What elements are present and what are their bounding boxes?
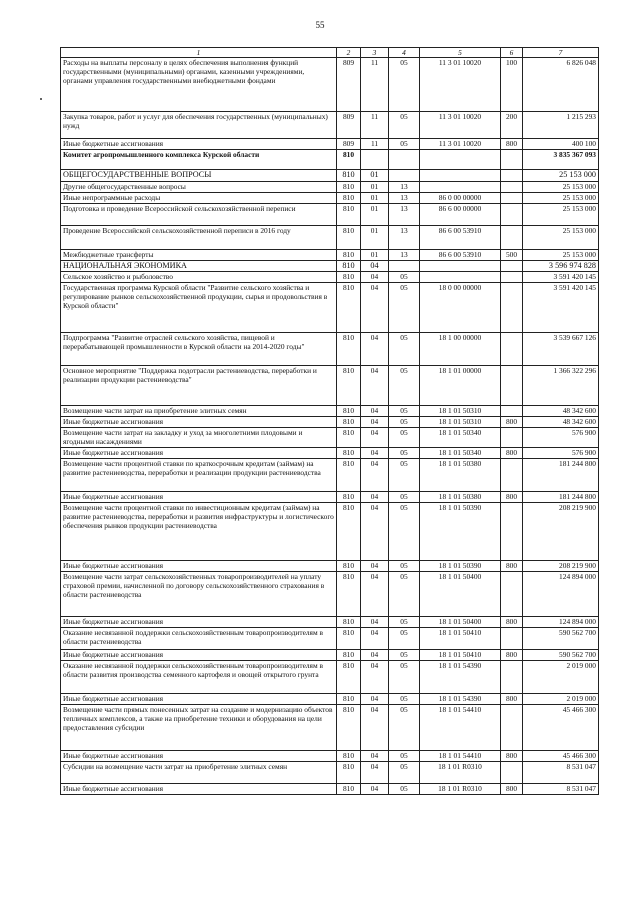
row-vr bbox=[501, 406, 523, 417]
row-sum: 25 153 000 bbox=[523, 193, 599, 204]
table-row bbox=[61, 503, 599, 561]
header-cell: 3 bbox=[361, 48, 389, 58]
row-name: Иные бюджетные ассигнования bbox=[61, 448, 337, 459]
table-row bbox=[61, 459, 599, 492]
row-sum: 3 591 420 145 bbox=[523, 272, 599, 283]
row-name: Иные непрограммные расходы bbox=[61, 193, 337, 204]
table-row bbox=[61, 406, 599, 417]
row-pr: 05 bbox=[389, 417, 420, 428]
row-sum: 45 466 300 bbox=[523, 751, 599, 762]
table-row bbox=[61, 784, 599, 795]
row-vr bbox=[501, 628, 523, 650]
row-pr: 05 bbox=[389, 705, 420, 751]
row-vr bbox=[501, 762, 523, 784]
row-name: Возмещение части затрат на закладку и уход за многолетними плодовыми и ягодными насаждениями bbox=[61, 428, 337, 448]
row-grbs: 810 bbox=[337, 617, 361, 628]
row-name: Оказание несвязанной поддержки сельскохозяйственным товаропроизводителям в области развития производства семенного картофеля и овощей открытого грунта bbox=[61, 661, 337, 694]
row-sum: 25 153 000 bbox=[523, 226, 599, 250]
row-grbs: 810 bbox=[337, 694, 361, 705]
row-sum: 181 244 800 bbox=[523, 492, 599, 503]
table-row bbox=[61, 650, 599, 661]
table-row bbox=[61, 283, 599, 333]
row-rz: 01 bbox=[361, 193, 389, 204]
row-pr: 05 bbox=[389, 751, 420, 762]
row-pr: 13 bbox=[389, 250, 420, 261]
row-vr: 500 bbox=[501, 250, 523, 261]
row-grbs: 810 bbox=[337, 150, 361, 170]
row-vr bbox=[501, 428, 523, 448]
row-pr: 05 bbox=[389, 694, 420, 705]
row-vr: 800 bbox=[501, 561, 523, 572]
row-grbs: 810 bbox=[337, 283, 361, 333]
row-rz: 01 bbox=[361, 250, 389, 261]
row-rz: 01 bbox=[361, 204, 389, 226]
header-cell: 7 bbox=[523, 48, 599, 58]
row-grbs: 810 bbox=[337, 428, 361, 448]
table-row bbox=[61, 226, 599, 250]
row-vr bbox=[501, 503, 523, 561]
row-csr: 86 0 00 00000 bbox=[420, 193, 501, 204]
row-grbs: 810 bbox=[337, 661, 361, 694]
row-grbs: 809 bbox=[337, 58, 361, 112]
row-rz: 11 bbox=[361, 139, 389, 150]
row-pr: 05 bbox=[389, 762, 420, 784]
row-pr: 05 bbox=[389, 650, 420, 661]
row-rz: 04 bbox=[361, 572, 389, 617]
row-rz: 04 bbox=[361, 784, 389, 795]
row-rz: 04 bbox=[361, 448, 389, 459]
row-pr: 05 bbox=[389, 139, 420, 150]
row-csr bbox=[420, 150, 501, 170]
row-grbs: 810 bbox=[337, 193, 361, 204]
row-grbs: 810 bbox=[337, 459, 361, 492]
row-rz: 04 bbox=[361, 762, 389, 784]
table-row bbox=[61, 751, 599, 762]
row-name: Межбюджетные трансферты bbox=[61, 250, 337, 261]
table-row bbox=[61, 366, 599, 406]
row-csr: 18 1 01 50410 bbox=[420, 650, 501, 661]
row-pr: 05 bbox=[389, 784, 420, 795]
row-grbs: 810 bbox=[337, 417, 361, 428]
row-sum: 208 219 900 bbox=[523, 561, 599, 572]
row-vr: 800 bbox=[501, 617, 523, 628]
row-pr: 05 bbox=[389, 661, 420, 694]
row-csr: 18 1 01 50340 bbox=[420, 428, 501, 448]
row-csr: 11 3 01 10020 bbox=[420, 58, 501, 112]
row-vr bbox=[501, 261, 523, 272]
row-csr: 18 1 01 54410 bbox=[420, 751, 501, 762]
table-row bbox=[61, 250, 599, 261]
page-number: 55 bbox=[315, 20, 325, 30]
table-row bbox=[61, 272, 599, 283]
row-name: Основное мероприятие "Поддержка подотрасли растениеводства, переработки и реализации продукции растениеводства" bbox=[61, 366, 337, 406]
row-name: Возмещение части затрат на приобретение элитных семян bbox=[61, 406, 337, 417]
row-vr: 800 bbox=[501, 784, 523, 795]
row-rz: 04 bbox=[361, 459, 389, 492]
row-rz: 04 bbox=[361, 561, 389, 572]
row-name: Возмещение части затрат сельскохозяйственных товаропроизводителей на уплату страховой премии, начисленной по договору сельскохозяйственного страхования в области растениеводства bbox=[61, 572, 337, 617]
row-pr: 05 bbox=[389, 628, 420, 650]
row-name: Иные бюджетные ассигнования bbox=[61, 751, 337, 762]
row-name: Иные бюджетные ассигнования bbox=[61, 784, 337, 795]
row-grbs: 810 bbox=[337, 406, 361, 417]
row-name: Иные бюджетные ассигнования bbox=[61, 617, 337, 628]
table-row bbox=[61, 661, 599, 694]
row-sum: 208 219 900 bbox=[523, 503, 599, 561]
scan-dot bbox=[40, 98, 42, 100]
row-sum: 2 019 000 bbox=[523, 661, 599, 694]
table-row bbox=[61, 628, 599, 650]
row-csr: 86 6 00 00000 bbox=[420, 204, 501, 226]
row-name: Другие общегосударственные вопросы bbox=[61, 182, 337, 193]
row-sum: 1 366 322 296 bbox=[523, 366, 599, 406]
table-row bbox=[61, 139, 599, 150]
row-vr bbox=[501, 366, 523, 406]
row-vr bbox=[501, 333, 523, 366]
row-rz: 01 bbox=[361, 170, 389, 182]
header-cell: 5 bbox=[420, 48, 501, 58]
row-csr: 18 1 01 00000 bbox=[420, 366, 501, 406]
row-vr bbox=[501, 459, 523, 492]
header-cell: 4 bbox=[389, 48, 420, 58]
table-row bbox=[61, 150, 599, 170]
row-grbs: 810 bbox=[337, 561, 361, 572]
row-csr: 18 1 01 54390 bbox=[420, 661, 501, 694]
row-vr: 800 bbox=[501, 417, 523, 428]
row-grbs: 810 bbox=[337, 628, 361, 650]
row-grbs: 810 bbox=[337, 226, 361, 250]
budget-table bbox=[60, 47, 599, 795]
row-grbs: 810 bbox=[337, 250, 361, 261]
row-pr: 05 bbox=[389, 572, 420, 617]
row-name: Субсидии на возмещение части затрат на приобретение элитных семян bbox=[61, 762, 337, 784]
row-vr bbox=[501, 272, 523, 283]
row-name: Сельское хозяйство и рыболовство bbox=[61, 272, 337, 283]
row-csr: 18 1 01 R0310 bbox=[420, 762, 501, 784]
row-name: Государственная программа Курской области "Развитие сельского хозяйства и регулирование рынков сельскохозяйственной продукции, сырья и продовольствия в Курской области" bbox=[61, 283, 337, 333]
row-sum: 576 900 bbox=[523, 428, 599, 448]
row-pr: 13 bbox=[389, 193, 420, 204]
row-rz: 04 bbox=[361, 751, 389, 762]
row-name: Подготовка и проведение Всероссийской сельскохозяйственной переписи bbox=[61, 204, 337, 226]
row-rz: 04 bbox=[361, 617, 389, 628]
row-grbs: 810 bbox=[337, 261, 361, 272]
table-row bbox=[61, 58, 599, 112]
row-rz: 04 bbox=[361, 705, 389, 751]
row-sum: 25 153 000 bbox=[523, 250, 599, 261]
row-vr: 800 bbox=[501, 492, 523, 503]
row-csr: 86 6 00 53910 bbox=[420, 250, 501, 261]
row-vr bbox=[501, 226, 523, 250]
row-sum: 48 342 600 bbox=[523, 417, 599, 428]
header-cell: 1 bbox=[61, 48, 337, 58]
header-cell: 6 bbox=[501, 48, 523, 58]
row-rz: 11 bbox=[361, 112, 389, 139]
row-rz: 04 bbox=[361, 272, 389, 283]
row-vr: 800 bbox=[501, 694, 523, 705]
row-csr: 86 6 00 53910 bbox=[420, 226, 501, 250]
table-row bbox=[61, 617, 599, 628]
table-row bbox=[61, 561, 599, 572]
row-grbs: 810 bbox=[337, 762, 361, 784]
table-row bbox=[61, 705, 599, 751]
row-name: Иные бюджетные ассигнования bbox=[61, 694, 337, 705]
row-vr: 100 bbox=[501, 58, 523, 112]
row-csr: 18 1 01 50380 bbox=[420, 492, 501, 503]
row-vr bbox=[501, 572, 523, 617]
table-row bbox=[61, 204, 599, 226]
row-rz: 04 bbox=[361, 628, 389, 650]
table-row bbox=[61, 762, 599, 784]
row-name: Возмещение части прямых понесенных затрат на создание и модернизацию объектов тепличных комплексов, а также на приобретение техники и оборудования на цели предоставления субсидии bbox=[61, 705, 337, 751]
row-grbs: 810 bbox=[337, 784, 361, 795]
row-sum: 124 894 000 bbox=[523, 617, 599, 628]
row-name: Иные бюджетные ассигнования bbox=[61, 492, 337, 503]
row-csr bbox=[420, 182, 501, 193]
row-rz: 04 bbox=[361, 283, 389, 333]
row-sum: 25 153 000 bbox=[523, 204, 599, 226]
row-sum: 400 100 bbox=[523, 139, 599, 150]
row-grbs: 810 bbox=[337, 492, 361, 503]
row-grbs: 810 bbox=[337, 650, 361, 661]
row-name: Иные бюджетные ассигнования bbox=[61, 139, 337, 150]
row-grbs: 810 bbox=[337, 751, 361, 762]
row-name: Расходы на выплаты персоналу в целях обеспечения выполнения функций государственными (муниципальными) органами, казенными учреждениями, органами управления государственными внебюджетными фондами bbox=[61, 58, 337, 112]
header-cell: 2 bbox=[337, 48, 361, 58]
row-pr: 05 bbox=[389, 448, 420, 459]
row-name: ОБЩЕГОСУДАРСТВЕННЫЕ ВОПРОСЫ bbox=[61, 170, 337, 182]
row-rz: 04 bbox=[361, 366, 389, 406]
row-name: Иные бюджетные ассигнования bbox=[61, 561, 337, 572]
row-vr bbox=[501, 283, 523, 333]
row-grbs: 810 bbox=[337, 503, 361, 561]
row-vr: 800 bbox=[501, 751, 523, 762]
row-sum: 48 342 600 bbox=[523, 406, 599, 417]
table-row bbox=[61, 333, 599, 366]
table-row bbox=[61, 112, 599, 139]
row-pr: 05 bbox=[389, 58, 420, 112]
row-rz bbox=[361, 150, 389, 170]
row-rz: 04 bbox=[361, 661, 389, 694]
row-csr: 18 1 01 50390 bbox=[420, 561, 501, 572]
row-rz: 04 bbox=[361, 650, 389, 661]
row-grbs: 810 bbox=[337, 204, 361, 226]
row-csr: 18 1 01 50400 bbox=[420, 572, 501, 617]
row-sum: 181 244 800 bbox=[523, 459, 599, 492]
row-vr bbox=[501, 204, 523, 226]
row-sum: 3 539 667 126 bbox=[523, 333, 599, 366]
row-grbs: 810 bbox=[337, 272, 361, 283]
row-rz: 01 bbox=[361, 182, 389, 193]
row-pr: 05 bbox=[389, 617, 420, 628]
row-csr: 18 1 01 50410 bbox=[420, 628, 501, 650]
row-vr bbox=[501, 193, 523, 204]
row-grbs: 809 bbox=[337, 139, 361, 150]
row-rz: 01 bbox=[361, 226, 389, 250]
row-sum: 8 531 047 bbox=[523, 762, 599, 784]
row-name: Иные бюджетные ассигнования bbox=[61, 417, 337, 428]
row-pr bbox=[389, 170, 420, 182]
row-vr: 800 bbox=[501, 448, 523, 459]
row-name: Оказание несвязанной поддержки сельскохозяйственным товаропроизводителям в области растениеводства bbox=[61, 628, 337, 650]
table-row bbox=[61, 261, 599, 272]
row-csr: 18 0 00 00000 bbox=[420, 283, 501, 333]
row-name: Подпрограмма "Развитие отраслей сельского хозяйства, пищевой и перерабатывающей промышленности в Курской области на 2014-2020 годы" bbox=[61, 333, 337, 366]
row-sum: 590 562 700 bbox=[523, 650, 599, 661]
row-csr: 18 1 01 50340 bbox=[420, 448, 501, 459]
row-rz: 04 bbox=[361, 694, 389, 705]
row-pr: 05 bbox=[389, 272, 420, 283]
row-pr: 13 bbox=[389, 182, 420, 193]
table-row bbox=[61, 492, 599, 503]
row-pr: 13 bbox=[389, 226, 420, 250]
row-sum: 8 531 047 bbox=[523, 784, 599, 795]
table-row bbox=[61, 448, 599, 459]
row-name: Иные бюджетные ассигнования bbox=[61, 650, 337, 661]
row-csr bbox=[420, 261, 501, 272]
row-csr: 18 1 01 R0310 bbox=[420, 784, 501, 795]
row-rz: 04 bbox=[361, 492, 389, 503]
row-pr bbox=[389, 261, 420, 272]
table-row bbox=[61, 182, 599, 193]
row-rz: 11 bbox=[361, 58, 389, 112]
row-csr: 18 1 01 50380 bbox=[420, 459, 501, 492]
row-csr: 18 1 01 54390 bbox=[420, 694, 501, 705]
row-vr bbox=[501, 661, 523, 694]
row-vr bbox=[501, 182, 523, 193]
row-csr: 18 1 01 50400 bbox=[420, 617, 501, 628]
row-grbs: 810 bbox=[337, 170, 361, 182]
row-grbs: 810 bbox=[337, 448, 361, 459]
table-row bbox=[61, 428, 599, 448]
row-pr: 05 bbox=[389, 406, 420, 417]
row-csr: 11 3 01 10020 bbox=[420, 112, 501, 139]
row-grbs: 810 bbox=[337, 572, 361, 617]
row-rz: 04 bbox=[361, 261, 389, 272]
row-pr: 05 bbox=[389, 333, 420, 366]
row-grbs: 809 bbox=[337, 112, 361, 139]
row-sum: 25 153 000 bbox=[523, 170, 599, 182]
row-csr: 18 1 01 50310 bbox=[420, 417, 501, 428]
row-sum: 6 826 048 bbox=[523, 58, 599, 112]
row-csr: 18 1 00 00000 bbox=[420, 333, 501, 366]
row-pr: 05 bbox=[389, 366, 420, 406]
row-sum: 2 019 000 bbox=[523, 694, 599, 705]
row-csr: 11 3 01 10020 bbox=[420, 139, 501, 150]
row-pr: 05 bbox=[389, 492, 420, 503]
row-sum: 124 894 000 bbox=[523, 572, 599, 617]
row-sum: 3 591 420 145 bbox=[523, 283, 599, 333]
row-pr: 13 bbox=[389, 204, 420, 226]
row-rz: 04 bbox=[361, 406, 389, 417]
table-row bbox=[61, 193, 599, 204]
row-grbs: 810 bbox=[337, 182, 361, 193]
row-csr: 18 1 01 54410 bbox=[420, 705, 501, 751]
row-csr: 18 1 01 50310 bbox=[420, 406, 501, 417]
table-row bbox=[61, 572, 599, 617]
row-pr: 05 bbox=[389, 503, 420, 561]
row-sum: 3 835 367 093 bbox=[523, 150, 599, 170]
row-sum: 576 900 bbox=[523, 448, 599, 459]
row-name: Закупка товаров, работ и услуг для обеспечения государственных (муниципальных) нужд bbox=[61, 112, 337, 139]
row-vr bbox=[501, 705, 523, 751]
row-pr: 05 bbox=[389, 428, 420, 448]
row-sum: 25 153 000 bbox=[523, 182, 599, 193]
row-grbs: 810 bbox=[337, 366, 361, 406]
row-name: Комитет агропромышленного комплекса Курской области bbox=[61, 150, 337, 170]
row-name: Возмещение части процентной ставки по инвестиционным кредитам (займам) на развитие растениеводства, переработки и развития инфраструктуры и логистического обеспечения рынков продукции растениеводства bbox=[61, 503, 337, 561]
row-rz: 04 bbox=[361, 428, 389, 448]
row-pr: 05 bbox=[389, 561, 420, 572]
row-vr bbox=[501, 150, 523, 170]
row-sum: 1 215 293 bbox=[523, 112, 599, 139]
row-sum: 3 596 974 828 bbox=[523, 261, 599, 272]
header-row bbox=[61, 48, 599, 58]
row-csr bbox=[420, 170, 501, 182]
table-row bbox=[61, 170, 599, 182]
table-row bbox=[61, 417, 599, 428]
row-sum: 45 466 300 bbox=[523, 705, 599, 751]
row-name: Проведение Всероссийской сельскохозяйственной переписи в 2016 году bbox=[61, 226, 337, 250]
row-pr bbox=[389, 150, 420, 170]
row-csr bbox=[420, 272, 501, 283]
row-grbs: 810 bbox=[337, 333, 361, 366]
row-pr: 05 bbox=[389, 459, 420, 492]
row-csr: 18 1 01 50390 bbox=[420, 503, 501, 561]
row-pr: 05 bbox=[389, 283, 420, 333]
row-vr: 200 bbox=[501, 112, 523, 139]
row-sum: 590 562 700 bbox=[523, 628, 599, 650]
row-pr: 05 bbox=[389, 112, 420, 139]
row-rz: 04 bbox=[361, 503, 389, 561]
row-vr bbox=[501, 170, 523, 182]
row-rz: 04 bbox=[361, 417, 389, 428]
row-rz: 04 bbox=[361, 333, 389, 366]
row-name: НАЦИОНАЛЬНАЯ ЭКОНОМИКА bbox=[61, 261, 337, 272]
row-name: Возмещение части процентной ставки по краткосрочным кредитам (займам) на развитие растениеводства, переработки и реализации продукции растениеводства bbox=[61, 459, 337, 492]
row-vr: 800 bbox=[501, 139, 523, 150]
row-vr: 800 bbox=[501, 650, 523, 661]
row-grbs: 810 bbox=[337, 705, 361, 751]
table-row bbox=[61, 694, 599, 705]
